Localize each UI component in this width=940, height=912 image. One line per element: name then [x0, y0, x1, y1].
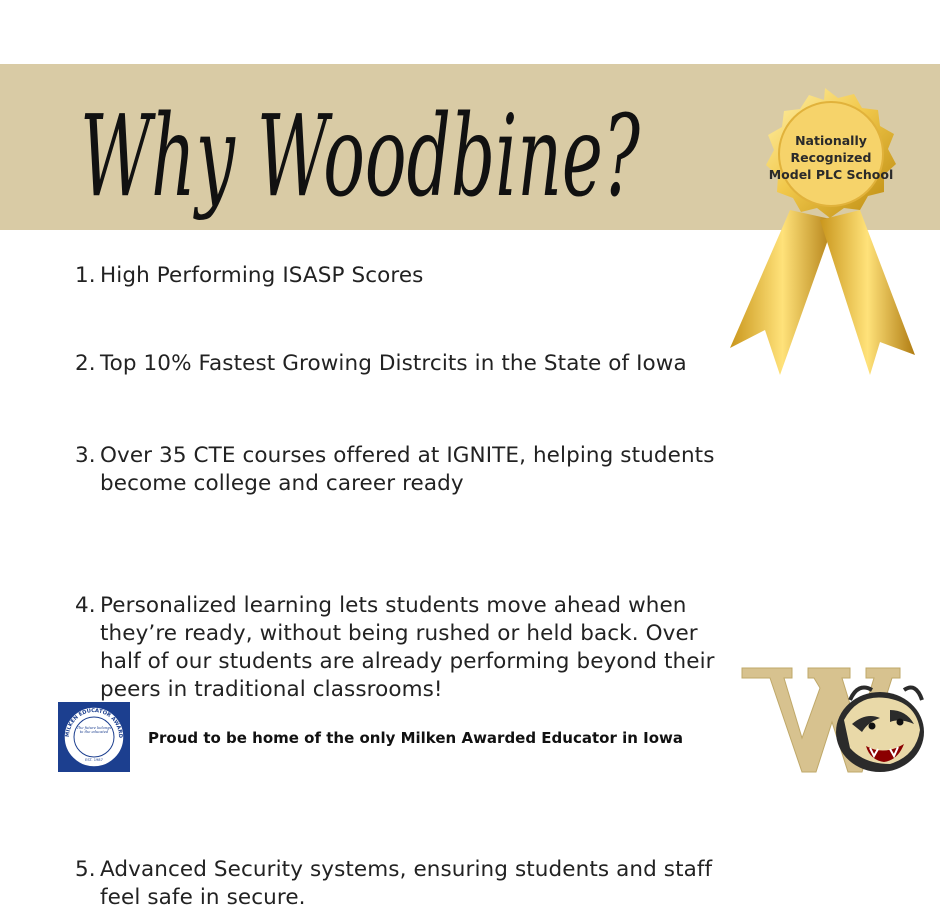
list-item [75, 442, 730, 498]
seal-year: EST. 1987 [85, 758, 103, 762]
badge-line-2: Recognized [790, 150, 872, 165]
list-item-number: 5. [75, 857, 96, 882]
badge-line-3: Model PLC School [768, 167, 894, 182]
award-ribbon-icon [720, 80, 930, 380]
list-item-number: 1. [75, 263, 96, 288]
list-item-text: Personalized learning lets students move ahead when they’re ready, without being rushed or held back. Over half of our students are already performing beyond their peers in traditional classrooms! [100, 593, 715, 702]
list-item-number: 2. [75, 351, 96, 376]
badge-line-1: Nationally [795, 133, 867, 148]
footer-text: Proud to be home of the only Milken Awarded Educator in Iowa [148, 729, 683, 747]
seal-ring-text: MILKEN EDUCATOR AWARD [64, 707, 124, 739]
list-item [75, 350, 740, 378]
seal-center-text: The future belongs to the educated [76, 726, 112, 735]
milken-seal-icon [58, 702, 130, 772]
page-title [60, 40, 680, 260]
list-item-text: Top 10% Fastest Growing Distrcits in the State of Iowa [100, 351, 687, 376]
list-item-number: 3. [75, 443, 96, 468]
list-item-text: Advanced Security systems, ensuring students and staff feel safe in secure. [100, 857, 713, 910]
wildcat-w-logo-icon [740, 660, 930, 780]
list-item-number: 4. [75, 593, 96, 618]
list-item [75, 592, 740, 704]
list-item-text: High Performing ISASP Scores [100, 263, 424, 288]
list-item [75, 856, 730, 912]
title-text: Why Woodbine? [80, 92, 641, 222]
list-item [75, 262, 740, 290]
list-item-text: Over 35 CTE courses offered at IGNITE, helping students become college and career ready [100, 443, 715, 496]
